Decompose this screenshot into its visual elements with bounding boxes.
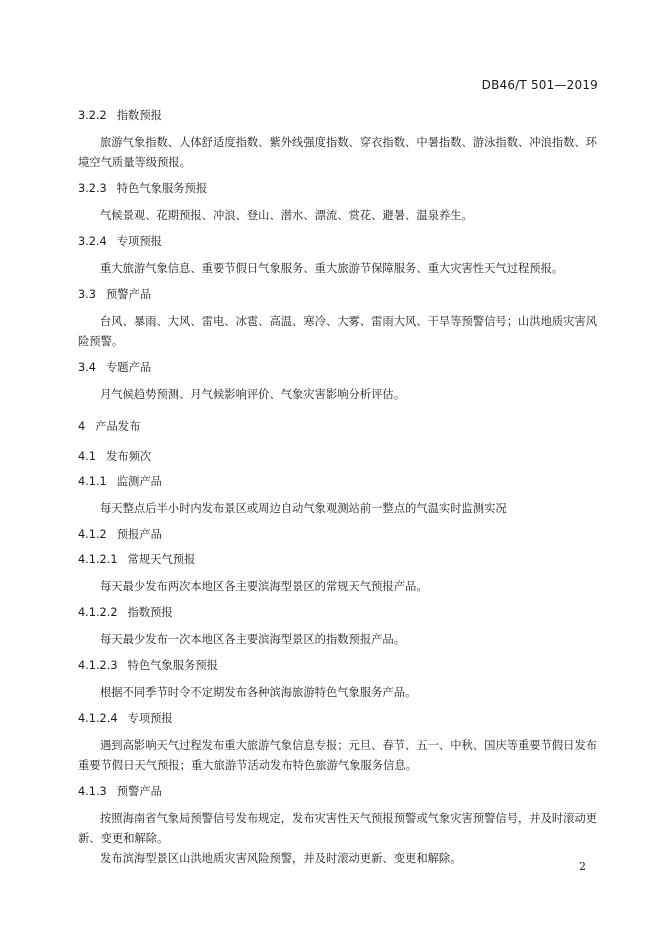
paragraph: 每天最少发布一次本地区各主要滨海型景区的指数预报产品。 bbox=[100, 633, 406, 646]
section-title: 监测产品 bbox=[116, 475, 162, 488]
section-title: 专题产品 bbox=[105, 361, 152, 374]
section-number: 4.1.1 bbox=[78, 475, 107, 488]
section-heading bbox=[78, 527, 602, 543]
section-number: 4.1.2.1 bbox=[78, 553, 118, 566]
section-heading bbox=[78, 449, 602, 465]
section-heading bbox=[78, 360, 602, 376]
paragraph: 月气候趋势预测、月气候影响评价、气象灾害影响分析评估。 bbox=[100, 388, 406, 401]
section-heading bbox=[78, 234, 602, 250]
section-title: 特色气象服务预报 bbox=[127, 659, 218, 672]
section-number: 3.2.3 bbox=[78, 182, 107, 195]
section-heading bbox=[78, 784, 602, 800]
paragraph: 旅游气象指数、人体舒适度指数、紫外线强度指数、穿衣指数、中暑指数、游泳指数、冲浪指数、环境空气质量等级预报。 bbox=[78, 136, 598, 169]
section-number: 4.1 bbox=[78, 450, 96, 463]
section-number: 4 bbox=[78, 420, 86, 433]
section-heading bbox=[78, 108, 602, 124]
section-number: 3.4 bbox=[78, 361, 96, 374]
section-heading bbox=[78, 658, 602, 674]
section-number: 3.2.4 bbox=[78, 235, 107, 248]
paragraph: 每天整点后半小时内发布景区或周边自动气象观测站前一整点的气温实时监测实况 bbox=[100, 502, 507, 515]
paragraph: 根据不同季节时令不定期发布各种滨海旅游特色气象服务产品。 bbox=[100, 686, 417, 699]
section-heading bbox=[78, 287, 602, 303]
section-number: 4.1.2 bbox=[78, 528, 107, 541]
section-title: 指数预报 bbox=[127, 606, 173, 619]
section-number: 4.1.2.3 bbox=[78, 659, 118, 672]
paragraph: 重大旅游气象信息、重要节假日气象服务、重大旅游节保障服务、重大灾害性天气过程预报。 bbox=[100, 262, 564, 275]
section-heading bbox=[78, 181, 602, 197]
section-number: 3.2.2 bbox=[78, 109, 107, 122]
standard-code: DB46/T 501—2019 bbox=[481, 78, 598, 92]
section-title: 发布频次 bbox=[105, 450, 152, 463]
section-number: 4.1.2.2 bbox=[78, 606, 118, 619]
paragraph: 每天最少发布两次本地区各主要滨海型景区的常规天气预报产品。 bbox=[100, 580, 428, 593]
section-title: 指数预报 bbox=[116, 109, 162, 122]
section-title: 专项预报 bbox=[127, 712, 173, 725]
section-heading bbox=[78, 711, 602, 727]
paragraph: 遇到高影响天气过程发布重大旅游气象信息专报；元旦、春节、五一、中秋、国庆等重要节假日发布重要节假日天气预报；重大旅游节活动发布特色旅游气象服务信息。 bbox=[78, 739, 598, 772]
section-title: 常规天气预报 bbox=[127, 553, 196, 566]
section-title: 预警产品 bbox=[105, 288, 152, 301]
document-body bbox=[78, 108, 602, 877]
section-title: 预报产品 bbox=[116, 528, 162, 541]
section-number: 4.1.2.4 bbox=[78, 712, 118, 725]
section-number: 3.3 bbox=[78, 288, 96, 301]
section-title: 预警产品 bbox=[116, 785, 162, 798]
paragraph: 台风、暴雨、大风、雷电、冰雹、高温、寒冷、大雾、雷雨大风、干旱等预警信号；山洪地质灾害风险预警。 bbox=[78, 315, 598, 348]
section-heading bbox=[78, 474, 602, 490]
section-title: 特色气象服务预报 bbox=[116, 182, 208, 195]
section-title: 产品发布 bbox=[95, 420, 141, 433]
section-heading bbox=[78, 605, 602, 621]
paragraph: 气候景观、花期预报、冲浪、登山、潜水、漂流、赏花、避暑、温泉养生。 bbox=[100, 209, 473, 222]
paragraph: 发布滨海型景区山洪地质灾害风险预警，并及时滚动更新、变更和解除。 bbox=[100, 852, 462, 865]
paragraph: 按照海南省气象局预警信号发布规定，发布灾害性天气预报预警或气象灾害预警信号，并及时滚动更新、变更和解除。 bbox=[78, 812, 598, 845]
section-title: 专项预报 bbox=[116, 235, 162, 248]
section-heading bbox=[78, 552, 602, 568]
page-number: 2 bbox=[579, 860, 586, 873]
section-number: 4.1.3 bbox=[78, 785, 107, 798]
chapter-heading bbox=[78, 419, 602, 435]
